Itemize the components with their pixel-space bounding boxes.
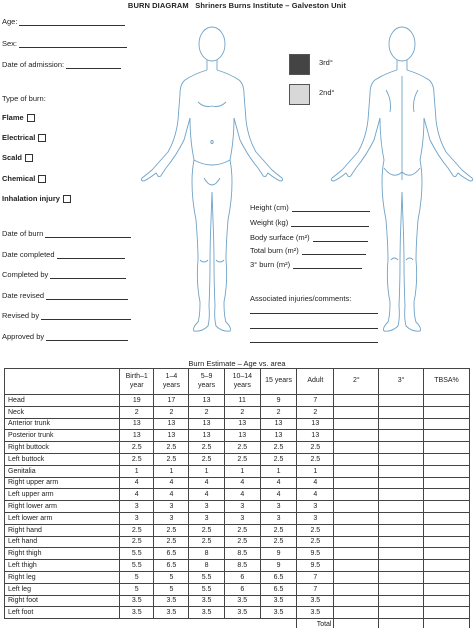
electrical-checkbox[interactable] <box>38 134 46 142</box>
legend-2nd-swatch <box>289 84 310 105</box>
percent-cell: 8 <box>189 548 224 560</box>
third-degree-input-cell[interactable] <box>379 465 424 477</box>
percent-cell: 3 <box>120 512 154 524</box>
total-burn-line[interactable] <box>302 247 366 255</box>
percent-cell: 7 <box>297 395 334 407</box>
percent-cell: 2.5 <box>189 536 224 548</box>
second-degree-input-cell[interactable] <box>334 442 379 454</box>
percent-cell: 2.5 <box>154 442 189 454</box>
weight-field[interactable] <box>250 218 369 227</box>
third-degree-input-cell[interactable] <box>379 406 424 418</box>
third-degree-input-cell[interactable] <box>379 418 424 430</box>
percent-cell: 2.5 <box>120 524 154 536</box>
total-tbsa-cell[interactable] <box>424 619 470 628</box>
third-degree-input-cell[interactable] <box>379 583 424 595</box>
percent-cell: 3.5 <box>154 607 189 619</box>
percent-cell: 2 <box>120 406 154 418</box>
age-label: Age: <box>2 17 18 26</box>
chemical-label: Chemical <box>2 174 36 183</box>
tbsa-input-cell[interactable] <box>424 489 470 501</box>
second-degree-input-cell[interactable] <box>334 406 379 418</box>
table-row <box>5 477 470 489</box>
percent-cell: 3.5 <box>120 607 154 619</box>
table-row <box>5 489 470 501</box>
percent-cell: 3 <box>154 512 189 524</box>
percent-cell: 3.5 <box>260 595 296 607</box>
second-degree-input-cell[interactable] <box>334 477 379 489</box>
associated-injuries-label: Associated injuries/comments: <box>250 294 352 303</box>
height-field[interactable] <box>250 203 370 212</box>
weight-line[interactable] <box>291 219 369 227</box>
page-title <box>0 1 474 10</box>
percent-cell: 3.5 <box>260 607 296 619</box>
third-degree-input-cell[interactable] <box>379 512 424 524</box>
associated-line-2[interactable] <box>250 328 378 329</box>
table-row <box>5 560 470 572</box>
table-row <box>5 395 470 407</box>
percent-cell: 13 <box>154 418 189 430</box>
burn-estimate-table <box>4 368 470 628</box>
area-name-cell: Right thigh <box>5 548 120 560</box>
percent-cell: 2.5 <box>260 453 296 465</box>
date-completed-line[interactable] <box>57 251 125 259</box>
percent-cell: 3.5 <box>120 595 154 607</box>
percent-cell: 13 <box>189 395 224 407</box>
tbsa-input-cell[interactable] <box>424 512 470 524</box>
percent-cell: 3 <box>297 501 334 513</box>
second-degree-input-cell[interactable] <box>334 536 379 548</box>
percent-cell: 2 <box>154 406 189 418</box>
percent-cell: 6.5 <box>260 583 296 595</box>
percent-cell: 13 <box>297 418 334 430</box>
percent-cell: 2.5 <box>297 524 334 536</box>
percent-cell: 1 <box>189 465 224 477</box>
burn-type-heading-text: Type of burn: <box>2 94 46 103</box>
percent-cell: 1 <box>297 465 334 477</box>
weight-label: Weight (kg) <box>250 218 289 227</box>
burn-type-heading <box>2 94 46 103</box>
sex-field[interactable] <box>2 39 127 48</box>
percent-cell: 4 <box>120 489 154 501</box>
burn-option-chemical[interactable] <box>2 174 46 183</box>
header-5-9: 5–9 years <box>189 369 224 395</box>
tbsa-input-cell[interactable] <box>424 607 470 619</box>
total-burn-field[interactable] <box>250 246 366 255</box>
height-line[interactable] <box>292 204 370 212</box>
tbsa-input-cell[interactable] <box>424 430 470 442</box>
burn-option-electrical[interactable] <box>2 133 46 142</box>
area-name-cell: Left hand <box>5 536 120 548</box>
percent-cell: 17 <box>154 395 189 407</box>
date-revised-field[interactable] <box>2 291 128 300</box>
second-degree-input-cell[interactable] <box>334 583 379 595</box>
completed-by-label: Completed by <box>2 270 49 279</box>
third-degree-input-cell[interactable] <box>379 430 424 442</box>
third-degree-input-cell[interactable] <box>379 524 424 536</box>
area-name-cell: Neck <box>5 406 120 418</box>
third-degree-input-cell[interactable] <box>379 548 424 560</box>
age-field[interactable] <box>2 17 125 26</box>
percent-cell: 13 <box>297 430 334 442</box>
percent-cell: 11 <box>224 395 260 407</box>
total-row-spacer <box>5 619 297 628</box>
area-name-cell: Left buttock <box>5 453 120 465</box>
third-degree-input-cell[interactable] <box>379 395 424 407</box>
table-row <box>5 430 470 442</box>
header-1-4: 1–4 years <box>154 369 189 395</box>
percent-cell: 4 <box>297 477 334 489</box>
percent-cell: 6.5 <box>154 560 189 572</box>
area-name-cell: Head <box>5 395 120 407</box>
body-surface-label: Body surface (m²) <box>250 233 310 242</box>
second-degree-input-cell[interactable] <box>334 560 379 572</box>
percent-cell: 3.5 <box>224 607 260 619</box>
percent-cell: 4 <box>189 489 224 501</box>
approved-by-line[interactable] <box>46 333 128 341</box>
percent-cell: 5.5 <box>189 571 224 583</box>
second-degree-input-cell[interactable] <box>334 571 379 583</box>
percent-cell: 7 <box>297 571 334 583</box>
percent-cell: 4 <box>224 477 260 489</box>
third-degree-input-cell[interactable] <box>379 607 424 619</box>
header-adult: Adult <box>297 369 334 395</box>
completed-by-line[interactable] <box>50 271 126 279</box>
burn-option-scald[interactable] <box>2 153 33 162</box>
approved-by-field[interactable] <box>2 332 128 341</box>
percent-cell: 2.5 <box>297 453 334 465</box>
area-name-cell: Anterior trunk <box>5 418 120 430</box>
date-revised-label: Date revised <box>2 291 45 300</box>
area-name-cell: Right buttock <box>5 442 120 454</box>
percent-cell: 2.5 <box>189 442 224 454</box>
legend-3rd-swatch <box>289 54 310 75</box>
third-degree-input-cell[interactable] <box>379 595 424 607</box>
percent-cell: 2.5 <box>189 453 224 465</box>
percent-cell: 2.5 <box>297 536 334 548</box>
burn-option-flame[interactable] <box>2 113 35 122</box>
percent-cell: 19 <box>120 395 154 407</box>
percent-cell: 2.5 <box>154 536 189 548</box>
percent-cell: 8 <box>189 560 224 572</box>
header-tbsa: TBSA% <box>424 369 470 395</box>
tbsa-input-cell[interactable] <box>424 595 470 607</box>
percent-cell: 2.5 <box>260 442 296 454</box>
tbsa-input-cell[interactable] <box>424 465 470 477</box>
area-name-cell: Posterior trunk <box>5 430 120 442</box>
table-row <box>5 595 470 607</box>
percent-cell: 7 <box>297 583 334 595</box>
second-degree-input-cell[interactable] <box>334 501 379 513</box>
third-degree-burn-line[interactable] <box>293 261 362 269</box>
percent-cell: 6.5 <box>154 548 189 560</box>
percent-cell: 13 <box>224 418 260 430</box>
title-institute: Shriners Burns Institute – Galveston Unit <box>195 1 347 10</box>
percent-cell: 2.5 <box>120 453 154 465</box>
tbsa-input-cell[interactable] <box>424 583 470 595</box>
scald-checkbox[interactable] <box>25 154 33 162</box>
approved-by-label: Approved by <box>2 332 45 341</box>
percent-cell: 5.5 <box>120 548 154 560</box>
tbsa-input-cell[interactable] <box>424 406 470 418</box>
percent-cell: 2.5 <box>224 442 260 454</box>
percent-cell: 3 <box>154 501 189 513</box>
inhalation-label: Inhalation injury <box>2 194 60 203</box>
percent-cell: 4 <box>189 477 224 489</box>
percent-cell: 2.5 <box>224 453 260 465</box>
date-completed-field[interactable] <box>2 250 125 259</box>
header-15: 15 years <box>260 369 296 395</box>
second-degree-input-cell[interactable] <box>334 465 379 477</box>
percent-cell: 3.5 <box>297 595 334 607</box>
third-degree-input-cell[interactable] <box>379 453 424 465</box>
third-degree-input-cell[interactable] <box>379 536 424 548</box>
tbsa-input-cell[interactable] <box>424 524 470 536</box>
scald-label: Scald <box>2 153 23 162</box>
area-name-cell: Left leg <box>5 583 120 595</box>
table-row <box>5 524 470 536</box>
percent-cell: 2.5 <box>260 536 296 548</box>
table-row <box>5 465 470 477</box>
electrical-label: Electrical <box>2 133 36 142</box>
flame-checkbox[interactable] <box>27 114 35 122</box>
area-name-cell: Genitalia <box>5 465 120 477</box>
date-of-burn-field[interactable] <box>2 229 131 238</box>
percent-cell: 3 <box>189 512 224 524</box>
table-row <box>5 501 470 513</box>
area-name-cell: Left upper arm <box>5 489 120 501</box>
associated-line-1[interactable] <box>250 313 378 314</box>
area-name-cell: Left foot <box>5 607 120 619</box>
percent-cell: 13 <box>189 430 224 442</box>
percent-cell: 3 <box>224 501 260 513</box>
percent-cell: 4 <box>120 477 154 489</box>
percent-cell: 3.5 <box>224 595 260 607</box>
revised-by-label: Revised by <box>2 311 40 320</box>
percent-cell: 2.5 <box>224 536 260 548</box>
percent-cell: 13 <box>260 430 296 442</box>
third-degree-input-cell[interactable] <box>379 477 424 489</box>
area-name-cell: Right lower arm <box>5 501 120 513</box>
percent-cell: 5.5 <box>189 583 224 595</box>
total-third-degree-cell[interactable] <box>379 619 424 628</box>
date-completed-label: Date completed <box>2 250 55 259</box>
area-name-cell: Left lower arm <box>5 512 120 524</box>
total-second-degree-cell[interactable] <box>334 619 379 628</box>
tbsa-input-cell[interactable] <box>424 395 470 407</box>
table-row <box>5 442 470 454</box>
percent-cell: 4 <box>260 489 296 501</box>
second-degree-input-cell[interactable] <box>334 595 379 607</box>
percent-cell: 1 <box>260 465 296 477</box>
header-birth-1: Birth–1 year <box>120 369 154 395</box>
percent-cell: 2.5 <box>154 453 189 465</box>
second-degree-input-cell[interactable] <box>334 418 379 430</box>
percent-cell: 3 <box>120 501 154 513</box>
date-revised-line[interactable] <box>46 292 128 300</box>
percent-cell: 8.5 <box>224 560 260 572</box>
table-row <box>5 548 470 560</box>
percent-cell: 3.5 <box>154 595 189 607</box>
area-name-cell: Right upper arm <box>5 477 120 489</box>
table-row <box>5 607 470 619</box>
legend-2nd-label: 2nd° <box>319 88 335 97</box>
date-of-burn-label: Date of burn <box>2 229 44 238</box>
area-name-cell: Right hand <box>5 524 120 536</box>
percent-cell: 13 <box>189 418 224 430</box>
header-2nd-degree: 2° <box>334 369 379 395</box>
percent-cell: 13 <box>260 418 296 430</box>
admission-date-line[interactable] <box>66 61 121 69</box>
percent-cell: 2.5 <box>120 536 154 548</box>
flame-label: Flame <box>2 113 24 122</box>
tbsa-input-cell[interactable] <box>424 453 470 465</box>
percent-cell: 6.5 <box>260 571 296 583</box>
tbsa-input-cell[interactable] <box>424 571 470 583</box>
third-degree-burn-field[interactable] <box>250 260 362 269</box>
third-degree-input-cell[interactable] <box>379 489 424 501</box>
tbsa-input-cell[interactable] <box>424 536 470 548</box>
table-row <box>5 406 470 418</box>
second-degree-input-cell[interactable] <box>334 489 379 501</box>
percent-cell: 2.5 <box>260 524 296 536</box>
age-line[interactable] <box>19 18 125 26</box>
percent-cell: 3.5 <box>297 607 334 619</box>
area-name-cell: Left thigh <box>5 560 120 572</box>
tbsa-input-cell[interactable] <box>424 548 470 560</box>
table-row <box>5 453 470 465</box>
percent-cell: 4 <box>154 477 189 489</box>
table-row <box>5 571 470 583</box>
admission-date-label: Date of admission: <box>2 60 65 69</box>
table-row <box>5 418 470 430</box>
sex-label: Sex: <box>2 39 18 48</box>
percent-cell: 13 <box>154 430 189 442</box>
percent-cell: 3.5 <box>189 607 224 619</box>
third-degree-burn-label: 3° burn (m²) <box>250 260 291 269</box>
second-degree-input-cell[interactable] <box>334 395 379 407</box>
body-surface-field[interactable] <box>250 233 368 242</box>
tbsa-input-cell[interactable] <box>424 418 470 430</box>
percent-cell: 1 <box>224 465 260 477</box>
percent-cell: 9 <box>260 395 296 407</box>
percent-cell: 3 <box>189 501 224 513</box>
tbsa-input-cell[interactable] <box>424 442 470 454</box>
header-3rd-degree: 3° <box>379 369 424 395</box>
percent-cell: 2 <box>297 406 334 418</box>
percent-cell: 2.5 <box>120 442 154 454</box>
area-name-cell: Right leg <box>5 571 120 583</box>
second-degree-input-cell[interactable] <box>334 524 379 536</box>
percent-cell: 9.5 <box>297 548 334 560</box>
associated-line-3[interactable] <box>250 342 378 343</box>
third-degree-input-cell[interactable] <box>379 571 424 583</box>
percent-cell: 3.5 <box>189 595 224 607</box>
total-label: Total <box>297 619 334 628</box>
percent-cell: 13 <box>224 430 260 442</box>
percent-cell: 9 <box>260 548 296 560</box>
second-degree-input-cell[interactable] <box>334 453 379 465</box>
percent-cell: 8.5 <box>224 548 260 560</box>
tbsa-input-cell[interactable] <box>424 477 470 489</box>
third-degree-input-cell[interactable] <box>379 560 424 572</box>
date-of-burn-line[interactable] <box>45 230 131 238</box>
percent-cell: 6 <box>224 583 260 595</box>
percent-cell: 13 <box>120 430 154 442</box>
percent-cell: 4 <box>154 489 189 501</box>
percent-cell: 3 <box>224 512 260 524</box>
percent-cell: 2.5 <box>189 524 224 536</box>
percent-cell: 5 <box>154 571 189 583</box>
percent-cell: 4 <box>260 477 296 489</box>
percent-cell: 9.5 <box>297 560 334 572</box>
total-row <box>5 619 470 628</box>
percent-cell: 2 <box>224 406 260 418</box>
header-10-14: 10–14 years <box>224 369 260 395</box>
revised-by-line[interactable] <box>41 312 131 320</box>
chemical-checkbox[interactable] <box>38 175 46 183</box>
percent-cell: 1 <box>120 465 154 477</box>
percent-cell: 2.5 <box>224 524 260 536</box>
second-degree-input-cell[interactable] <box>334 548 379 560</box>
percent-cell: 1 <box>154 465 189 477</box>
second-degree-input-cell[interactable] <box>334 607 379 619</box>
second-degree-input-cell[interactable] <box>334 512 379 524</box>
percent-cell: 6 <box>224 571 260 583</box>
title-bold: BURN DIAGRAM <box>127 1 189 10</box>
area-name-cell: Right foot <box>5 595 120 607</box>
percent-cell: 9 <box>260 560 296 572</box>
second-degree-input-cell[interactable] <box>334 430 379 442</box>
admission-date-field[interactable] <box>2 60 121 69</box>
percent-cell: 4 <box>224 489 260 501</box>
percent-cell: 2.5 <box>297 442 334 454</box>
percent-cell: 4 <box>297 489 334 501</box>
table-row <box>5 536 470 548</box>
tbsa-input-cell[interactable] <box>424 501 470 513</box>
body-surface-line[interactable] <box>313 234 368 242</box>
percent-cell: 2.5 <box>154 524 189 536</box>
percent-cell: 5 <box>120 571 154 583</box>
percent-cell: 3 <box>260 512 296 524</box>
tbsa-input-cell[interactable] <box>424 560 470 572</box>
header-area <box>5 369 120 395</box>
percent-cell: 3 <box>260 501 296 513</box>
third-degree-input-cell[interactable] <box>379 501 424 513</box>
total-burn-label: Total burn (m²) <box>250 246 299 255</box>
percent-cell: 2 <box>260 406 296 418</box>
third-degree-input-cell[interactable] <box>379 442 424 454</box>
table-row <box>5 583 470 595</box>
table-row <box>5 512 470 524</box>
table-header-row <box>5 369 470 395</box>
burn-option-inhalation[interactable] <box>2 194 71 203</box>
percent-cell: 5 <box>120 583 154 595</box>
sex-line[interactable] <box>19 40 127 48</box>
percent-cell: 2 <box>189 406 224 418</box>
burn-estimate-title: Burn Estimate – Age vs. area <box>188 359 286 368</box>
inhalation-checkbox[interactable] <box>63 195 71 203</box>
percent-cell: 5 <box>154 583 189 595</box>
legend-3rd-label: 3rd° <box>319 58 333 67</box>
percent-cell: 3 <box>297 512 334 524</box>
percent-cell: 13 <box>120 418 154 430</box>
height-label: Height (cm) <box>250 203 289 212</box>
revised-by-field[interactable] <box>2 311 131 320</box>
percent-cell: 5.5 <box>120 560 154 572</box>
completed-by-field[interactable] <box>2 270 126 279</box>
